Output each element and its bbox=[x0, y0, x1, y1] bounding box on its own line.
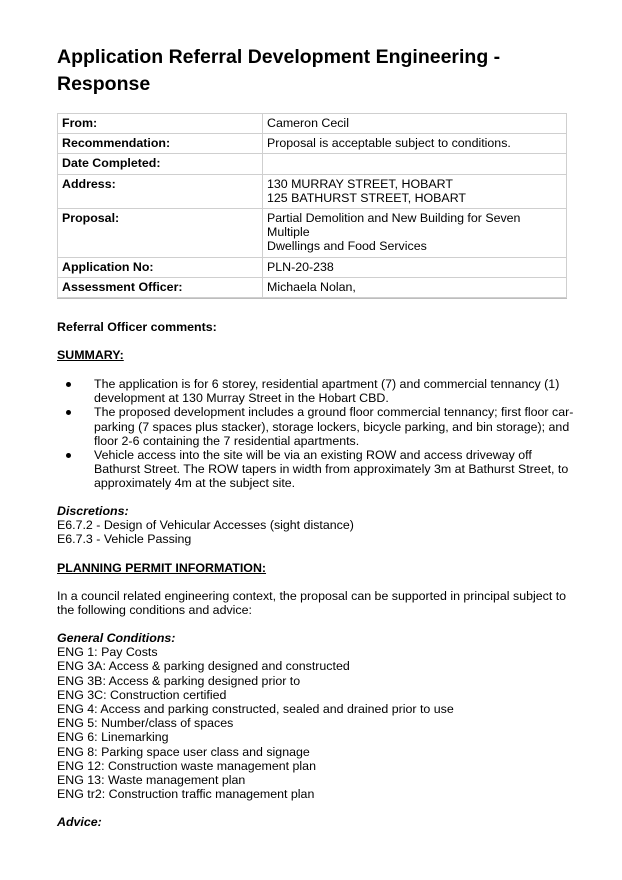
field-label: Application No: bbox=[58, 257, 263, 277]
field-value bbox=[263, 134, 567, 154]
table-row bbox=[58, 209, 567, 258]
bullet-line: floor 2-6 containing the 7 residential apartments. bbox=[94, 433, 360, 448]
field-label: Assessment Officer: bbox=[58, 277, 263, 297]
discretion-item: E6.7.3 - Vehicle Passing bbox=[57, 532, 192, 547]
value-line: PLN-20-238 bbox=[267, 259, 334, 274]
field-value bbox=[263, 277, 567, 297]
summary-list bbox=[57, 377, 574, 491]
table-row bbox=[58, 257, 567, 277]
condition-item: ENG 6: Linemarking bbox=[57, 730, 169, 745]
field-label: Date Completed: bbox=[58, 154, 263, 174]
table-row bbox=[58, 174, 567, 208]
discretions-heading: Discretions: bbox=[57, 504, 129, 518]
list-item bbox=[57, 405, 574, 448]
advice-heading: Advice: bbox=[57, 815, 102, 829]
field-value bbox=[263, 257, 567, 277]
planning-intro bbox=[57, 589, 567, 617]
bullet-line: The proposed development includes a ground floor commercial tennancy; first floor car- bbox=[94, 405, 574, 420]
field-value bbox=[263, 154, 567, 174]
table-row bbox=[58, 154, 567, 174]
planning-permit-heading: PLANNING PERMIT INFORMATION: bbox=[57, 561, 267, 575]
application-info-table bbox=[57, 113, 567, 298]
condition-item: ENG 3A: Access & parking designed and constructed bbox=[57, 659, 350, 674]
bullet-line: approximately 4m at the subject site. bbox=[94, 476, 296, 491]
condition-item: ENG 3B: Access & parking designed prior to bbox=[57, 673, 301, 688]
condition-item: ENG 5: Number/class of spaces bbox=[57, 716, 234, 731]
condition-item: ENG 8: Parking space user class and signage bbox=[57, 744, 310, 759]
bullet-icon bbox=[66, 410, 71, 415]
bullet-icon bbox=[66, 453, 71, 458]
value-line: Michaela Nolan, bbox=[267, 279, 356, 294]
referral-comments-heading: Referral Officer comments: bbox=[57, 320, 217, 334]
field-label: Recommendation: bbox=[58, 134, 263, 154]
bullet-line: The application is for 6 storey, residential apartment (7) and commercial tennancy (1) bbox=[94, 377, 560, 391]
value-line bbox=[267, 156, 562, 170]
bullet-line: Vehicle access into the site will be via an existing ROW and access driveway off bbox=[94, 448, 532, 463]
bullet-icon bbox=[66, 382, 71, 387]
bullet-line: development at 130 Murray Street in the Hobart CBD. bbox=[94, 391, 389, 406]
condition-item: ENG 13: Waste management plan bbox=[57, 773, 246, 788]
general-conditions-section bbox=[57, 631, 567, 801]
bullet-line: parking (7 spaces plus stacker), storage lockers, bicycle parking, and bin storage); and bbox=[94, 419, 570, 434]
table-row bbox=[58, 134, 567, 154]
discretions-section bbox=[57, 504, 567, 547]
general-conditions-heading: General Conditions: bbox=[57, 631, 176, 645]
list-item bbox=[57, 377, 567, 405]
condition-item: ENG 12: Construction waste management plan bbox=[57, 758, 316, 773]
field-label: From: bbox=[58, 114, 263, 134]
value-line: Partial Demolition and New Building for Seven Multiple bbox=[267, 211, 521, 240]
table-row bbox=[58, 114, 567, 134]
value-line: Proposal is acceptable subject to conditions. bbox=[267, 136, 511, 151]
bullet-line: Bathurst Street. The ROW tapers in width from approximately 3m at Bathurst Street, to bbox=[94, 462, 569, 477]
condition-item: ENG tr2: Construction traffic management plan bbox=[57, 787, 315, 802]
field-value bbox=[263, 209, 567, 258]
intro-line: In a council related engineering context, the proposal can be supported in principal subject to bbox=[57, 589, 567, 603]
discretion-item: E6.7.2 - Design of Vehicular Accesses (sight distance) bbox=[57, 518, 354, 533]
field-label: Proposal: bbox=[58, 209, 263, 258]
intro-line: the following conditions and advice: bbox=[57, 603, 252, 618]
section-divider bbox=[57, 298, 567, 299]
field-label: Address: bbox=[58, 174, 263, 208]
condition-item: ENG 1: Pay Costs bbox=[57, 645, 158, 660]
summary-heading: SUMMARY: bbox=[57, 348, 124, 362]
page-title: Application Referral Development Engineering - Response bbox=[57, 46, 501, 95]
value-line: Dwellings and Food Services bbox=[267, 239, 427, 254]
condition-item: ENG 3C: Construction certified bbox=[57, 687, 227, 702]
value-line: 125 BATHURST STREET, HOBART bbox=[267, 190, 466, 205]
value-line: Cameron Cecil bbox=[267, 116, 349, 130]
field-value bbox=[263, 114, 567, 134]
value-line: 130 MURRAY STREET, HOBART bbox=[267, 176, 453, 191]
table-row bbox=[58, 277, 567, 297]
list-item bbox=[57, 448, 567, 491]
field-value bbox=[263, 174, 567, 208]
condition-item: ENG 4: Access and parking constructed, sealed and drained prior to use bbox=[57, 702, 454, 717]
